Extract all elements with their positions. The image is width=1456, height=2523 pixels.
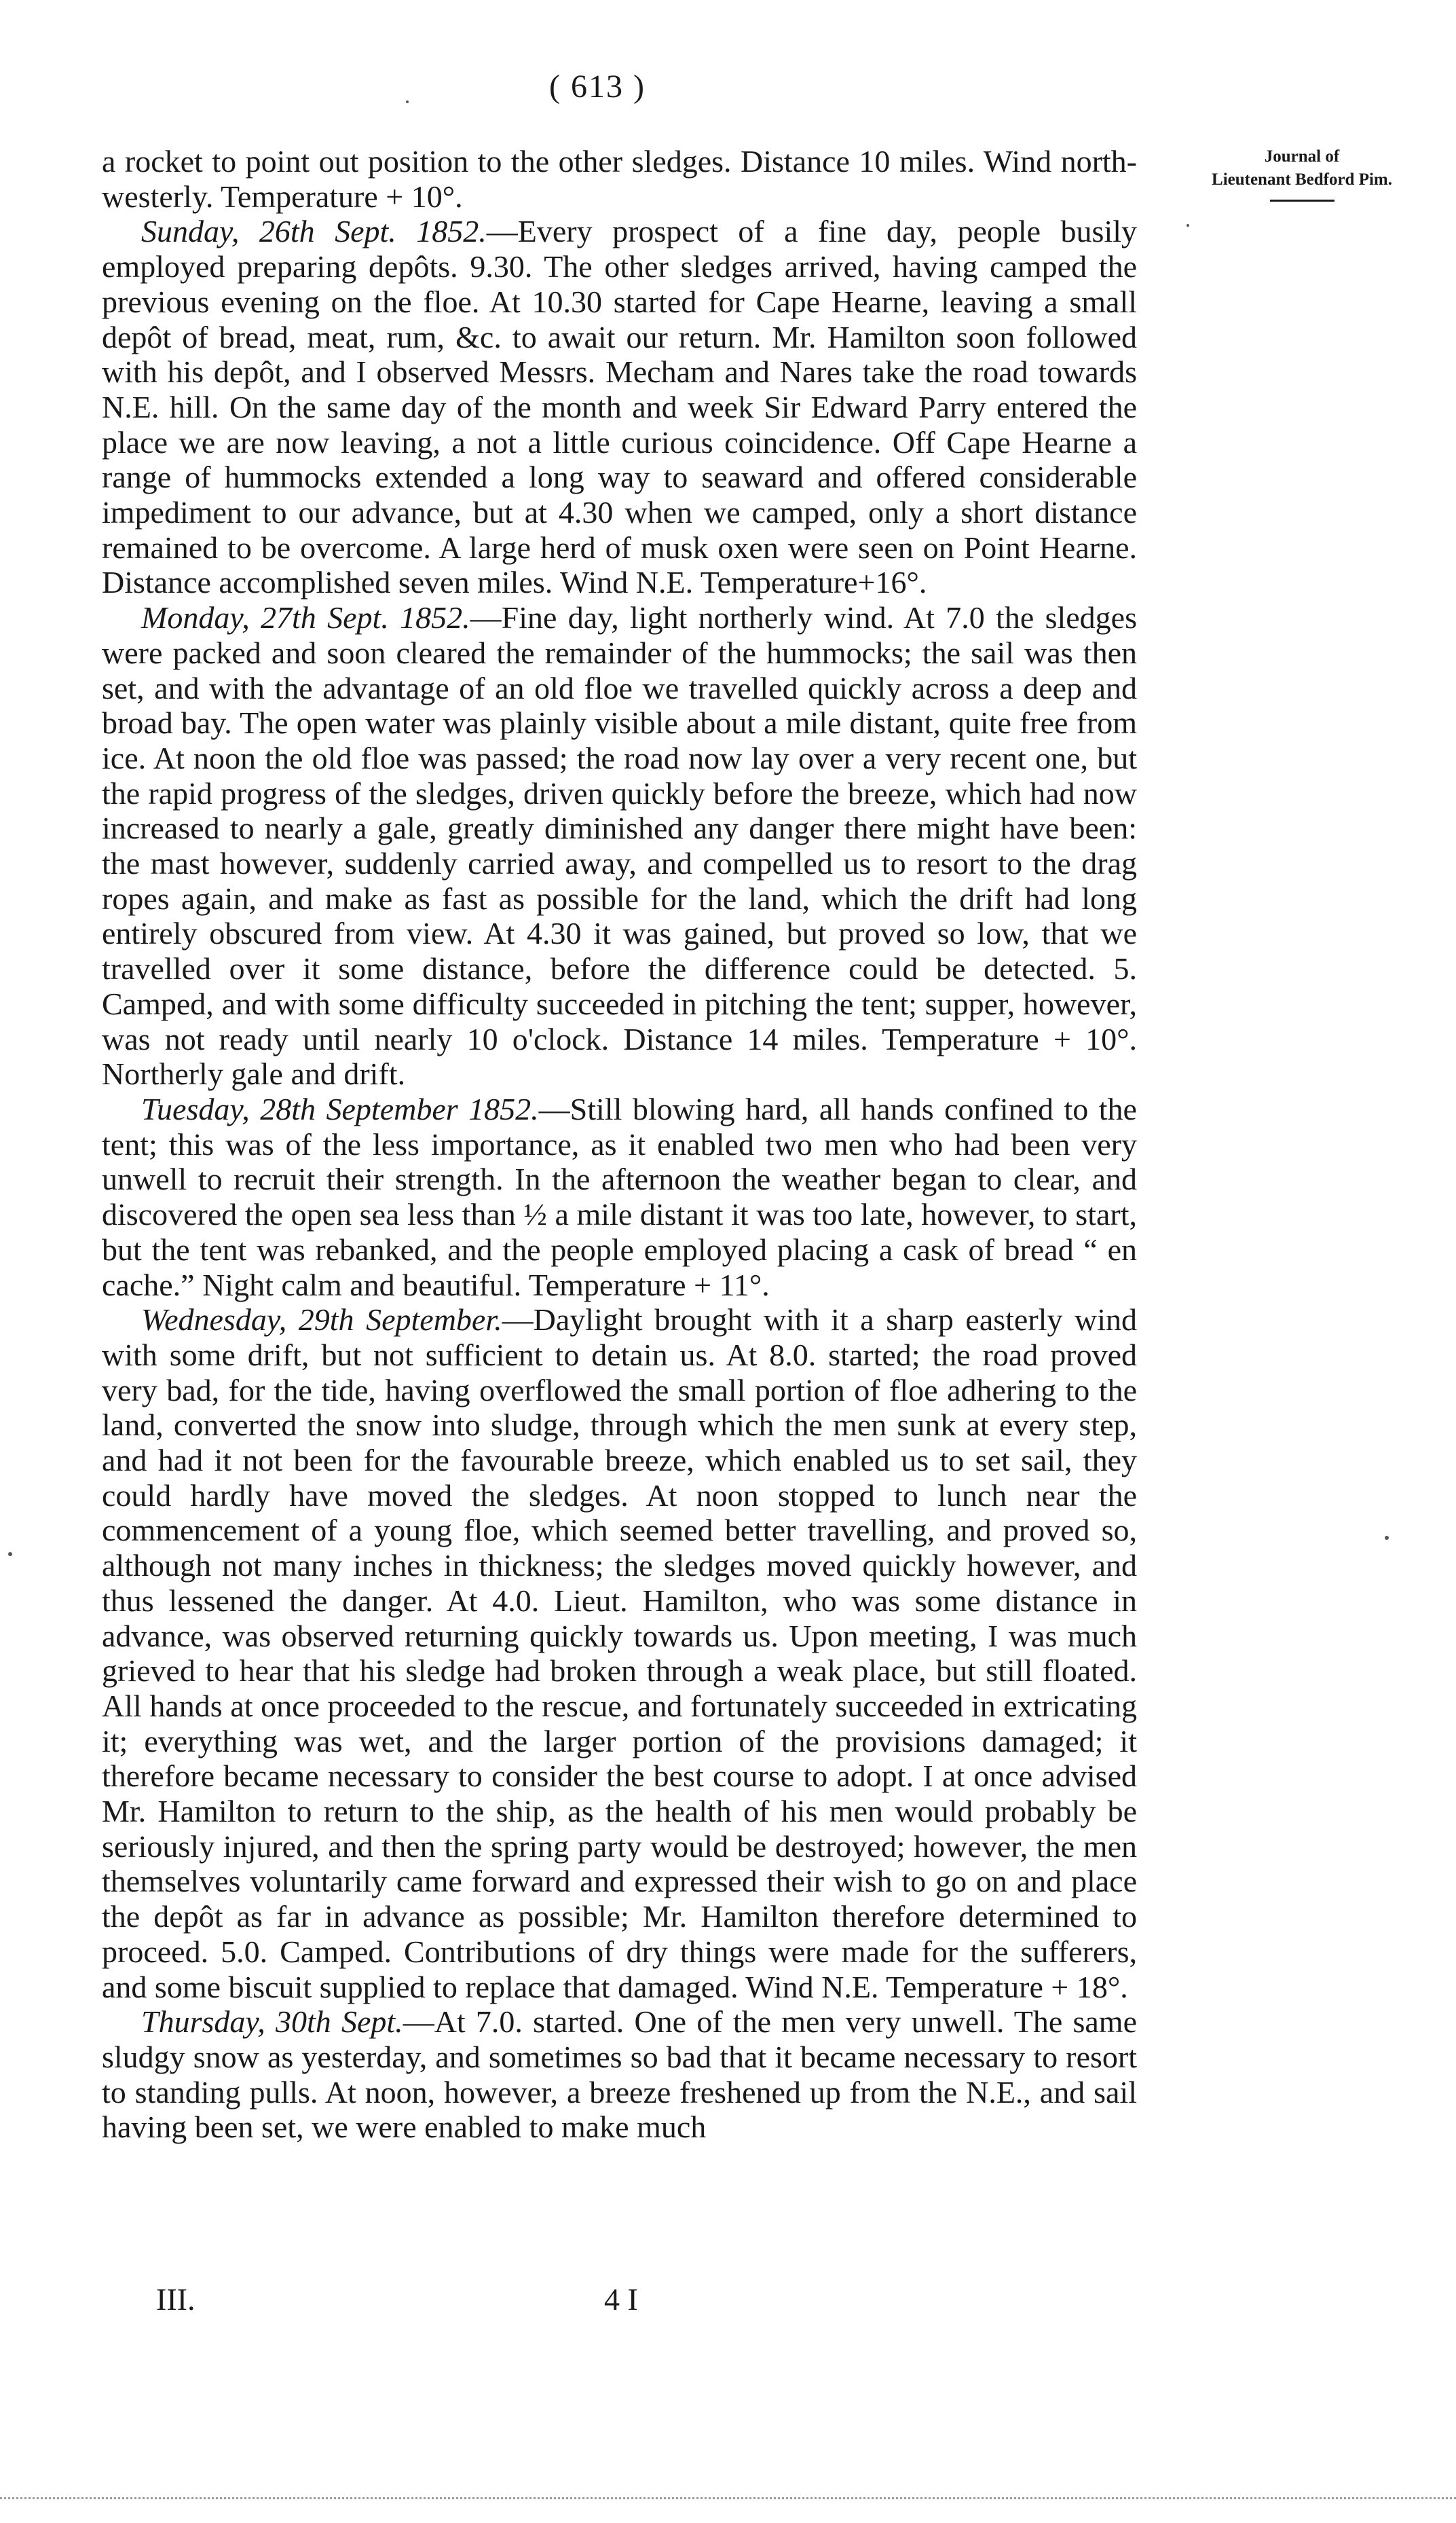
entry-text: —Still blowing hard, all hands confined to the tent; this was of the less importance, as it enabled two men who had been very unwell to recruit their strength. In the afternoon the weather began to clear, and discovered the open sea less than ½ a mile distant it was too late, however, to start, but the tent was rebanked, and the people employed placing a cask of bread “ en cache.” Night calm and beautiful. Temperature + 11°. <box>102 1091 1137 1302</box>
scan-edge <box>0 2497 1456 2499</box>
entry-text: —Fine day, light northerly wind. At 7.0 the sledges were packed and soon cleared the remainder of the hummocks; the sail was then set, and with the advantage of an old floe we travelled quickly across a deep and broad bay. The open water was plainly visible about a mile distant, quite free from ice. At noon the old floe was passed; the road now lay over a very recent one, but the rapid progress of the sledges, driven quickly before the breeze, which had now increased to nearly a gale, greatly diminished any danger there might have been: the mast however, suddenly carried away, and compelled us to resort to the drag ropes again, and make as fast as possible for the land, which the drift had long entirely obscured from view. At 4.30 it was gained, but proved so low, that we travelled over it some distance, before the difference could be detected. 5. Camped, and with some difficulty succeeded in pitching the tent; supper, however, was not ready until nearly 10 o'clock. Distance 14 miles. Temperature + 10°. Northerly gale and drift. <box>102 600 1137 1092</box>
margin-note-rule <box>1270 200 1334 202</box>
journal-entry-sunday <box>102 214 1137 600</box>
entry-date: Tuesday, 28th September 1852. <box>141 1091 539 1126</box>
entry-date: Sunday, 26th Sept. 1852. <box>141 214 487 249</box>
margin-note <box>1159 145 1444 202</box>
journal-entry-tuesday <box>102 1092 1137 1302</box>
page-footer <box>156 2281 971 2322</box>
paragraph-continuation <box>102 144 1137 214</box>
entry-text: —Daylight brought with it a sharp easterly wind with some drift, but not sufficient to detain us. At 8.0. started; the road proved very bad, for the tide, having overflowed the small portion of floe adhering to the land, converted the snow into sludge, through which the men sunk at every step, and had it not been for the favourable breeze, which enabled us to set sail, they could hardly have moved the sledges. At noon stopped to lunch near the commencement of a young floe, which seemed better travelling, and proved so, although not many inches in thickness; the sledges moved quickly however, and thus lessened the danger. At 4.0. Lieut. Hamilton, who was some distance in advance, was observed returning quickly towards us. Upon meeting, I was much grieved to hear that his sledge had broken through a weak place, but still floated. All hands at once proceeded to the rescue, and fortunately succeeded in extricating it; everything was wet, and the larger portion of the provisions damaged; it therefore became necessary to consider the best course to adopt. I at once advised Mr. Hamilton to return to the ship, as the health of his men would probably be seriously injured, and then the spring party would be destroyed; however, the men themselves voluntarily came forward and expressed their wish to go on and place the depôt as far in advance as possible; Mr. Hamilton therefore determined to proceed. 5.0. Camped. Contributions of dry things were made for the sufferers, and some biscuit supplied to replace that damaged. Wind N.E. Temperature + 18°. <box>102 1302 1137 2004</box>
journal-entry-wednesday <box>102 1302 1137 2004</box>
paragraph-text: a rocket to point out position to the other sledges. Distance 10 miles. Wind north-westerly. Temperature + 10°. <box>102 144 1137 214</box>
print-speck <box>406 100 409 103</box>
entry-text: —Every prospect of a fine day, people busily employed preparing depôts. 9.30. The other sledges arrived, having camped the previous evening on the floe. At 10.30 started for Cape Hearne, leaving a small depôt of bread, meat, rum, &c. to await our return. Mr. Hamilton soon followed with his depôt, and I observed Messrs. Mecham and Nares take the road towards N.E. hill. On the same day of the month and week Sir Edward Parry entered the place we are now leaving, a not a little curious coincidence. Off Cape Hearne a range of hummocks extended a long way to seaward and offered considerable impediment to our advance, but at 4.30 when we camped, only a short distance remained to be overcome. A large herd of musk oxen were seen on Point Hearne. Distance accomplished seven miles. Wind N.E. Temperature+16°. <box>102 214 1137 600</box>
margin-note-line2: Lieutenant Bedford Pim. <box>1212 170 1392 189</box>
margin-note-line1: Journal of <box>1264 147 1340 166</box>
entry-date: Thursday, 30th Sept. <box>141 2004 403 2040</box>
journal-text <box>102 144 1137 2145</box>
print-speck <box>1187 224 1189 227</box>
entry-date: Monday, 27th Sept. 1852. <box>141 600 470 636</box>
print-speck <box>1385 1536 1389 1540</box>
volume-number: III. <box>156 2282 195 2317</box>
page-number: ( 613 ) <box>549 69 646 105</box>
journal-entry-thursday <box>102 2004 1137 2145</box>
entry-text: —At 7.0. started. One of the men very unwell. The same sludgy snow as yesterday, and sometimes so bad that it became necessary to resort to standing pulls. At noon, however, a breeze freshened up from the N.E., and sail having been set, we were enabled to make much <box>102 2004 1137 2145</box>
journal-entry-monday <box>102 600 1137 1092</box>
signature-mark: 4 I <box>604 2282 638 2317</box>
entry-date: Wednesday, 29th September. <box>141 1302 502 1338</box>
print-speck <box>8 1552 12 1556</box>
